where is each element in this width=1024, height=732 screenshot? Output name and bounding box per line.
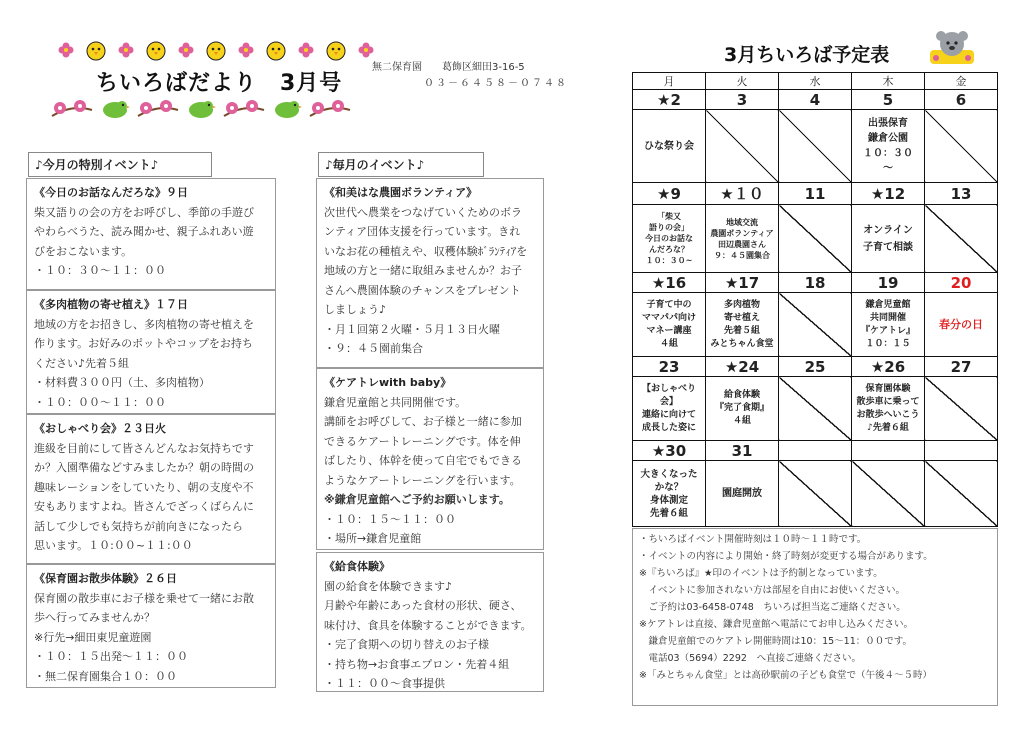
day-number-row: [633, 183, 998, 205]
chick-icon: [84, 38, 108, 62]
event-line: ・１０：１５出発～１１：００: [34, 650, 188, 663]
day-event: 大きくなった かな？ 身体測定 先着６組: [633, 461, 706, 527]
note-line: 鎌倉児童館でのケアトレ開催時間は10：15～11：００です。: [639, 636, 913, 647]
event-line: ようなケアートレーニングを行います。: [324, 473, 521, 487]
event-line: ※行先→細田東児童遊園: [34, 630, 152, 644]
org-phone: ０３－６４５８－０７４８: [424, 78, 568, 89]
event-line: 話して少しでも気持ちが前向きになったら: [34, 519, 243, 533]
event-title: 《ケアトレwith baby》: [324, 376, 452, 389]
weekday-label: 木: [852, 73, 925, 90]
day-number: 23: [633, 357, 706, 377]
calendar-table: [632, 72, 998, 527]
event-line: ・無二保育園集合１０：００: [34, 669, 177, 683]
event-title: 《給食体験》: [324, 560, 390, 573]
blossom-branch-icon: [50, 96, 94, 120]
day-number-empty: [925, 441, 998, 461]
day-number: 27: [925, 357, 998, 377]
note-line: ※ケアトレは直接、鎌倉児童館へ電話にてお申し込みください。: [639, 619, 913, 630]
weekday-row: [633, 73, 998, 90]
event-line: 園の給食を体験できます♪: [324, 579, 453, 593]
event-line: ・完了食期への切り替えのお子様: [324, 638, 489, 651]
event-title: 《おしゃべり会》２３日火: [34, 422, 166, 435]
event-line: 講師をお呼びして、お子様と一緒に参加: [324, 415, 522, 428]
day-number: 11: [779, 183, 852, 205]
day-number: ★17: [706, 273, 779, 293]
day-number: ★12: [852, 183, 925, 205]
event-line: ください♪先着５組: [34, 356, 130, 370]
event-line: しましょう♪: [324, 303, 387, 316]
chick-icon: [264, 38, 288, 62]
day-number-row: [633, 441, 998, 461]
blossom-branch-icon: [308, 96, 352, 120]
day-event: 地域交流 農園ボランティア 田辺農園さん ９：４５園集合: [706, 205, 779, 273]
event-line: 次世代へ農業をつなげていくためのボラ: [324, 205, 522, 219]
day-number: ★2: [633, 90, 706, 110]
day-event: オンライン 子育て相談: [852, 205, 925, 273]
day-event-empty: [779, 293, 852, 357]
note-line: 電話03（5694）2292 へ直接ご連絡ください。: [639, 653, 861, 664]
event-line: か？入園準備などすみましたか？朝の時間の: [34, 461, 254, 474]
day-number-row: [633, 273, 998, 293]
day-number: 5: [852, 90, 925, 110]
event-line: ばしたり、体幹を使って自宅でもできる: [324, 454, 522, 467]
event-line: 鎌倉児童館と共同開催です。: [324, 395, 467, 409]
day-event-empty: [779, 461, 852, 527]
day-event-empty: [925, 110, 998, 183]
chick-icon: [204, 38, 228, 62]
day-event-empty: [779, 110, 852, 183]
weekday-label: 火: [706, 73, 779, 90]
day-number: ★30: [633, 441, 706, 461]
event-line: 保育園の散歩車にお子様を乗せて一緒にお散: [34, 591, 254, 605]
event-line: さんへ農園体験のチャンスをプレゼント: [324, 283, 521, 297]
event-line: 柴又語りの会の方をお呼びし、季節の手遊び: [34, 205, 254, 219]
event-line: 思います。１０:００~１１:００: [34, 539, 193, 552]
blossom-branch-icon: [222, 96, 266, 120]
day-number-empty: [852, 441, 925, 461]
day-event: 保育園体験 散歩車に乗って お散歩へいこう ♪先着６組: [852, 377, 925, 441]
event-title: 《保育園お散歩体験》２６日: [34, 572, 177, 585]
event-line: 趣味レーションをしていたり、朝の支度や不: [34, 480, 254, 494]
day-number: ★24: [706, 357, 779, 377]
event-row: [633, 293, 998, 357]
event-line: ・１０：３０～１１：００: [34, 264, 166, 277]
flower-icon: [118, 42, 134, 58]
event-box-succulent: [26, 290, 276, 414]
special-events-header: ♪今月の特別イベント♪: [28, 152, 212, 177]
event-line: ・１０：００～１１：００: [34, 395, 166, 409]
event-box-farm: [316, 178, 544, 368]
day-number: ★16: [633, 273, 706, 293]
event-box-oshaberi: [26, 414, 276, 564]
event-line: 歩へ行ってみませんか？: [34, 611, 155, 624]
event-row: [633, 110, 998, 183]
event-line: 作ります。お好みのポットやコップをお持ち: [34, 337, 253, 350]
day-number: 13: [925, 183, 998, 205]
day-number-empty: [779, 441, 852, 461]
event-line: ・月１回第２火曜・５月１３日火曜: [324, 322, 500, 336]
calendar-notes: [632, 528, 998, 706]
day-event-empty: [852, 461, 925, 527]
day-event: 園庭開放: [706, 461, 779, 527]
event-box-sanpo: [26, 564, 276, 688]
day-event: 給食体験 『完了食期』 ４組: [706, 377, 779, 441]
weekday-label: 月: [633, 73, 706, 90]
day-number-row: [633, 357, 998, 377]
day-number: ★１０: [706, 183, 779, 205]
calendar-title: 3月ちいろば予定表: [724, 44, 890, 66]
day-event-empty: [706, 110, 779, 183]
note-line: ※『ちいろば』★印のイベントは予約制となっています。: [639, 568, 883, 579]
day-number-holiday: 20: [925, 273, 998, 293]
day-number: 3: [706, 90, 779, 110]
newsletter-title: ちいろばだより 3月号: [96, 71, 343, 96]
event-line: ンティア団体支援を行っています。きれ: [324, 225, 521, 238]
event-line: 地域の方と一緒に取組みませんか？お子: [324, 264, 522, 277]
chick-decoration-row: [58, 38, 374, 62]
event-line: やわらべうた、読み聞かせ、親子ふれあい遊: [34, 225, 254, 238]
note-line: ご予約は03-6458-0748 ちいろば担当迄ご連絡ください。: [639, 602, 906, 613]
day-event-empty: [925, 461, 998, 527]
flower-icon: [298, 42, 314, 58]
note-line: ※「みとちゃん食堂」とは高砂駅前の子ども食堂で（午後４～５時）: [639, 670, 932, 681]
flower-icon: [178, 42, 194, 58]
day-event-empty: [779, 205, 852, 273]
event-title: 《今日のお話なんだろな》９日: [34, 186, 188, 199]
note-line: ・イベントの内容により開始・終了時刻が変更する場合があります。: [639, 551, 933, 562]
day-number: 18: [779, 273, 852, 293]
event-line: 地域の方をお招きし、多肉植物の寄せ植えを: [34, 317, 254, 331]
day-event: ひな祭り会: [633, 110, 706, 183]
event-line: 進級を目前にして皆さんどんなお気持ちです: [34, 441, 254, 455]
event-line: 安もありますよね。皆さんでざっくばらんに: [34, 500, 254, 513]
flower-icon: [238, 42, 254, 58]
event-title: 《和美はな農園ボランティア》: [324, 186, 478, 199]
bird-icon: [186, 96, 216, 120]
event-line: びをおこないます。: [34, 244, 133, 258]
day-number: ★9: [633, 183, 706, 205]
event-line: ※鎌倉児童館へご予約お願いします。: [324, 493, 510, 506]
event-row: [633, 461, 998, 527]
day-number-row: [633, 90, 998, 110]
note-line: ・ちいろばイベント開催時刻は１０時～１１時です。: [639, 534, 867, 545]
event-title: 《多肉植物の寄せ植え》１７日: [34, 298, 188, 311]
monthly-events-header: ♪毎月のイベント♪: [318, 152, 484, 177]
blossom-branch-icon: [136, 96, 180, 120]
day-number: 25: [779, 357, 852, 377]
event-box-caretre: [316, 368, 544, 550]
day-event: 出張保育 鎌倉公園 １０：３０ ～: [852, 110, 925, 183]
event-line: いなお花の種植えや、収穫体験ﾎﾞﾗﾝﾃｨｱを: [324, 244, 528, 258]
day-event-empty: [925, 205, 998, 273]
event-line: ・材料費３００円（土、多肉植物）: [34, 376, 210, 389]
note-line: イベントに参加されない方は部屋を自由にお使いください。: [639, 585, 906, 596]
bird-icon: [272, 96, 302, 120]
holiday-label: 春分の日: [925, 293, 998, 357]
day-event: 【おしゃべり 会】 連絡に向けて 成長した姿に: [633, 377, 706, 441]
bird-icon: [100, 96, 130, 120]
day-event: 鎌倉児童館 共同開催 『ケアトレ』 １０：１５: [852, 293, 925, 357]
day-number: 4: [779, 90, 852, 110]
day-event: 多肉植物 寄せ植え 先着５組 みとちゃん食堂: [706, 293, 779, 357]
bird-blossom-decoration-row: [50, 96, 352, 120]
event-box-kyushoku: [316, 552, 544, 692]
event-row: [633, 205, 998, 273]
flower-icon: [358, 42, 374, 58]
event-line: ・１０：１５～１１：００: [324, 512, 456, 526]
day-number: ★26: [852, 357, 925, 377]
org-address: 無二保育園 葛飾区細田3-16-5: [372, 62, 525, 73]
mascot-logo-icon: [928, 28, 976, 66]
event-box-ohanashi: [26, 178, 276, 290]
weekday-label: 金: [925, 73, 998, 90]
day-number: 31: [706, 441, 779, 461]
flower-icon: [58, 42, 74, 58]
day-number: 19: [852, 273, 925, 293]
event-line: ・１１：００～食事提供: [324, 677, 445, 690]
event-line: ・持ち物→お食事エプロン・先着４組: [324, 657, 510, 671]
event-line: できるケアートレーニングです。体を伸: [324, 434, 521, 448]
day-event: 「柴又 語りの会」 今日のお話な んだろな？ １０：３０~: [633, 205, 706, 273]
day-event: 子育て中の ママパパ向け マネー講座 ４組: [633, 293, 706, 357]
day-event-empty: [925, 377, 998, 441]
weekday-label: 水: [779, 73, 852, 90]
day-event-empty: [779, 377, 852, 441]
event-line: 月齢や年齢にあった食材の形状、硬さ、: [324, 599, 522, 612]
chick-icon: [324, 38, 348, 62]
event-row: [633, 377, 998, 441]
day-number: 6: [925, 90, 998, 110]
event-line: 味付け、食具を体験することができます。: [324, 618, 532, 632]
event-line: ・９：４５園前集合: [324, 342, 423, 355]
chick-icon: [144, 38, 168, 62]
event-line: ・場所→鎌倉児童館: [324, 532, 422, 545]
